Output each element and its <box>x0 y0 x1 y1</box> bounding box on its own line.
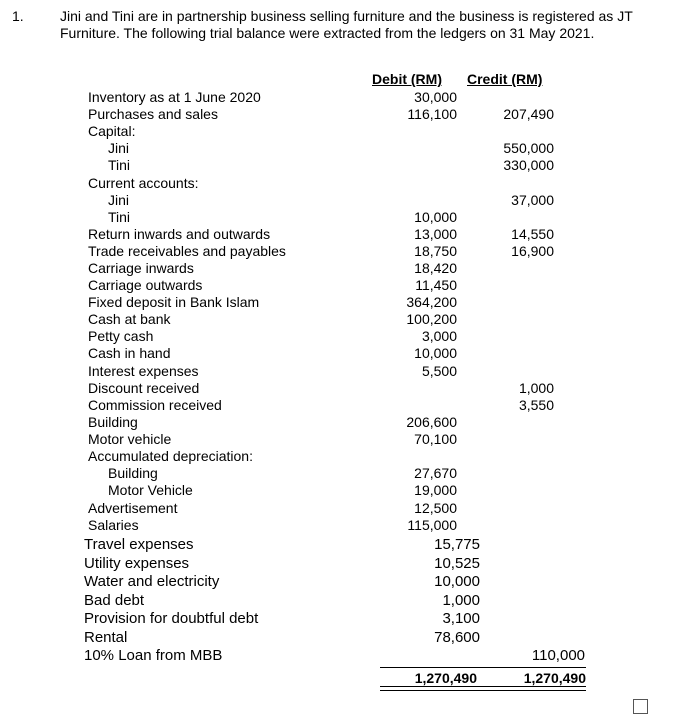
row-label: Cash in hand <box>88 345 171 361</box>
credit-header: Credit (RM) <box>467 71 543 87</box>
row-label: Advertisement <box>88 500 178 516</box>
row-label: Trade receivables and payables <box>88 243 286 259</box>
subtotal-rule <box>380 667 586 668</box>
row-credit: 330,000 <box>503 157 554 173</box>
total-debit: 1,270,490 <box>414 670 477 686</box>
question-number: 1. <box>12 8 24 24</box>
row-debit: 15,775 <box>434 536 480 553</box>
row-debit: 18,750 <box>414 243 457 259</box>
row-debit: 18,420 <box>414 260 457 276</box>
row-label: Provision for doubtful debt <box>84 610 259 627</box>
row-credit: 16,900 <box>511 243 554 259</box>
row-label: Jini <box>108 192 130 208</box>
row-credit: 207,490 <box>503 106 554 122</box>
row-label: Return inwards and outwards <box>88 226 271 242</box>
row-debit: 10,000 <box>414 345 457 361</box>
row-label: Discount received <box>88 380 200 396</box>
question-text: Jini and Tini are in partnership business selling furniture and the business is registered as JT Furniture. The following trial balance were extracted from the ledgers on 31 May 2021. <box>60 8 633 41</box>
row-label: Current accounts: <box>88 175 199 191</box>
row-label: 10% Loan from MBB <box>84 647 223 664</box>
row-credit: 14,550 <box>511 226 554 242</box>
row-debit: 11,450 <box>415 277 457 293</box>
row-label: Carriage inwards <box>88 260 194 276</box>
row-label: Utility expenses <box>84 555 190 572</box>
row-label: Commission received <box>88 397 222 413</box>
row-label: Travel expenses <box>84 536 194 553</box>
row-label: Motor vehicle <box>88 431 172 447</box>
row-debit: 19,000 <box>414 482 457 498</box>
row-debit: 70,100 <box>414 431 457 447</box>
row-debit: 3,000 <box>421 328 457 344</box>
row-label: Inventory as at 1 June 2020 <box>88 89 261 105</box>
row-label: Bad debt <box>84 592 145 609</box>
row-label: Fixed deposit in Bank Islam <box>88 294 260 310</box>
row-debit: 10,525 <box>434 555 480 572</box>
row-debit: 10,000 <box>414 209 457 225</box>
row-debit: 10,000 <box>434 573 480 590</box>
row-label: Interest expenses <box>88 363 199 379</box>
row-debit: 12,500 <box>414 500 457 516</box>
total-double-rule <box>380 686 586 691</box>
row-label: Water and electricity <box>84 573 220 590</box>
row-debit: 115,000 <box>407 517 457 533</box>
row-label: Petty cash <box>88 328 154 344</box>
row-debit: 1,000 <box>442 592 480 609</box>
row-label: Carriage outwards <box>88 277 203 293</box>
row-label: Cash at bank <box>88 311 171 327</box>
row-label: Building <box>88 414 138 430</box>
debit-header: Debit (RM) <box>372 71 442 87</box>
total-credit: 1,270,490 <box>523 670 586 686</box>
row-label: Rental <box>84 629 128 646</box>
row-label: Building <box>108 465 158 481</box>
row-debit: 5,500 <box>421 363 457 379</box>
row-debit: 116,100 <box>407 106 457 122</box>
row-credit: 3,550 <box>518 397 554 413</box>
row-debit: 364,200 <box>406 294 457 310</box>
row-debit: 100,200 <box>406 311 457 327</box>
row-label: Accumulated depreciation: <box>88 448 253 464</box>
row-label: Capital: <box>88 123 136 139</box>
row-label: Tini <box>108 157 131 173</box>
row-debit: 13,000 <box>414 226 457 242</box>
row-debit: 206,600 <box>406 414 457 430</box>
row-label: Tini <box>108 209 131 225</box>
row-debit: 30,000 <box>414 89 457 105</box>
row-debit: 78,600 <box>434 629 480 646</box>
row-credit: 1,000 <box>518 380 554 396</box>
row-credit: 550,000 <box>503 140 554 156</box>
checkbox[interactable] <box>633 699 648 714</box>
row-label: Jini <box>108 140 130 156</box>
row-label: Salaries <box>88 517 139 533</box>
row-credit: 37,000 <box>511 192 554 208</box>
row-debit: 27,670 <box>414 465 457 481</box>
row-credit: 110,000 <box>531 647 585 664</box>
row-debit: 3,100 <box>442 610 480 627</box>
row-label: Motor Vehicle <box>108 482 193 498</box>
row-label: Purchases and sales <box>88 106 218 122</box>
